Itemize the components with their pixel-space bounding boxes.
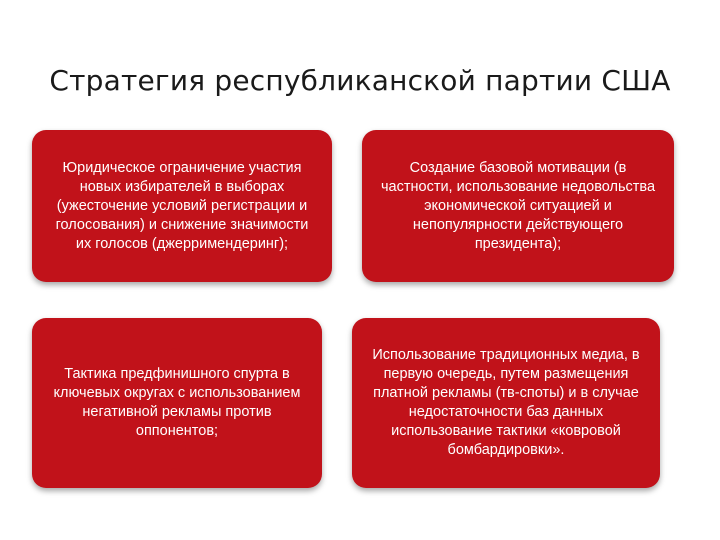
strategy-card-base-motivation (362, 130, 674, 282)
strategy-card-text: Юридическое ограничение участия новых избирателей в выборах (ужесточение условий регистрации и голосования) и снижение значимости их голосов (джерримендеринг); (55, 159, 309, 252)
strategy-card-final-sprint (32, 318, 322, 488)
slide-title: Стратегия республиканской партии США (49, 64, 671, 97)
strategy-card-text: Создание базовой мотивации (в частности, использование недовольства экономической ситуацией и непопулярности действующего президента); (380, 159, 656, 252)
strategy-card-text: Использование традиционных медиа, в первую очередь, путем размещения платной рекламы (тв-споты) и в случае недостаточности баз данных использование тактики «ковровой бомбардировки». (372, 347, 640, 458)
strategy-card-traditional-media (352, 318, 660, 488)
strategy-card-voter-restriction (32, 130, 332, 282)
strategy-card-text: Тактика предфинишного спурта в ключевых округах с использованием негативной рекламы против оппонентов; (53, 366, 301, 439)
